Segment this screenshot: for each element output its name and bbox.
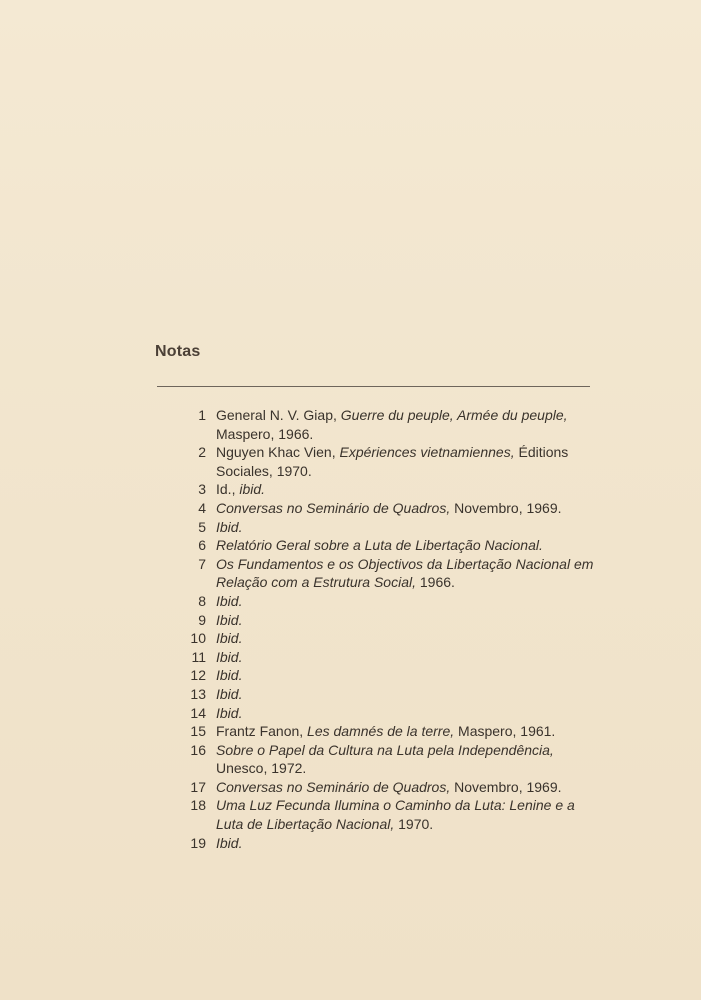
note-title-part: Ibid. xyxy=(216,592,243,609)
note-number: 18 xyxy=(190,797,206,814)
note-plain-part: 1966. xyxy=(415,574,455,591)
note-title-part: ibid. xyxy=(239,481,266,498)
note-text xyxy=(216,722,596,741)
note-text xyxy=(216,666,596,685)
note-item xyxy=(168,499,608,518)
note-text xyxy=(216,480,596,499)
note-item xyxy=(168,704,608,723)
note-title-part: Ibid. xyxy=(216,518,243,535)
note-title-part: Ibid. xyxy=(216,648,243,665)
note-title-part: Ibid. xyxy=(216,834,243,851)
note-plain-part: Éditions Sociales, 1970. xyxy=(216,444,569,479)
note-number: 14 xyxy=(190,704,206,721)
note-item xyxy=(168,555,608,592)
note-item xyxy=(168,406,608,443)
note-text xyxy=(216,704,596,723)
note-text xyxy=(216,611,596,630)
note-item xyxy=(168,592,608,611)
note-item xyxy=(168,741,608,778)
note-title-part: Expériences vietnamiennes, xyxy=(339,444,515,461)
note-item xyxy=(168,778,608,797)
note-number: 7 xyxy=(198,555,206,572)
note-text xyxy=(216,648,596,667)
note-text xyxy=(216,741,596,778)
note-text xyxy=(216,555,596,592)
note-title-part: Les damnés de la terre, xyxy=(307,723,455,740)
note-plain-part: Maspero, 1961. xyxy=(454,723,556,740)
note-item xyxy=(168,666,608,685)
note-number: 9 xyxy=(198,611,206,628)
note-item xyxy=(168,685,608,704)
note-title-part: Ibid. xyxy=(216,630,243,647)
note-plain-part: General N. V. Giap, xyxy=(216,407,341,423)
note-item xyxy=(168,518,608,537)
notes-heading: Notas xyxy=(155,343,201,360)
note-title-part: Relatório Geral sobre a Luta de Libertação Nacional. xyxy=(216,537,543,554)
note-item xyxy=(168,443,608,480)
note-number: 10 xyxy=(190,630,206,647)
note-title-part: Uma Luz Fecunda Ilumina o Caminho da Luta: Lenine e a Luta de Libertação Nacional, xyxy=(216,797,575,833)
note-title-part: Conversas no Seminário de Quadros, xyxy=(216,499,451,516)
note-text xyxy=(216,778,596,797)
note-plain-part: Id., xyxy=(216,481,240,498)
note-number: 2 xyxy=(198,444,206,461)
note-number: 3 xyxy=(198,481,206,498)
heading-rule xyxy=(157,386,590,387)
note-number: 15 xyxy=(190,723,206,740)
note-text xyxy=(216,796,596,833)
note-title-part: Sobre o Papel da Cultura na Luta pela Independência, xyxy=(216,741,554,758)
note-item xyxy=(168,629,608,648)
note-number: 8 xyxy=(198,592,206,609)
note-title-part: Os Fundamentos e os Objectivos da Libertação Nacional em Relação com a Estrutura Social, xyxy=(216,555,594,591)
note-number: 11 xyxy=(191,648,206,665)
note-title-part: Conversas no Seminário de Quadros, xyxy=(216,778,451,795)
note-text xyxy=(216,518,596,537)
note-title-part: Ibid. xyxy=(216,611,243,628)
note-item xyxy=(168,834,608,853)
note-number: 16 xyxy=(190,741,206,758)
note-text xyxy=(216,685,596,704)
note-title-part: Ibid. xyxy=(216,685,243,702)
note-item xyxy=(168,480,608,499)
note-number: 5 xyxy=(198,518,206,535)
note-text xyxy=(216,499,596,518)
note-text xyxy=(216,834,596,853)
note-text xyxy=(216,406,596,443)
note-item xyxy=(168,611,608,630)
note-plain-part: Novembro, 1969. xyxy=(450,499,562,516)
note-number: 1 xyxy=(198,407,206,423)
note-text xyxy=(216,629,596,648)
note-number: 13 xyxy=(190,685,206,702)
note-item xyxy=(168,536,608,555)
note-item xyxy=(168,648,608,667)
note-number: 6 xyxy=(198,537,206,554)
note-title-part: Ibid. xyxy=(216,667,243,684)
note-item xyxy=(168,796,608,833)
note-plain-part: Maspero, 1966. xyxy=(216,425,314,442)
note-plain-part: 1970. xyxy=(394,816,434,833)
note-plain-part: Unesco, 1972. xyxy=(216,760,307,777)
notes-list xyxy=(168,406,608,852)
note-number: 4 xyxy=(198,499,206,516)
note-plain-part: Nguyen Khac Vien, xyxy=(216,444,340,461)
note-text xyxy=(216,536,596,555)
note-plain-part: Frantz Fanon, xyxy=(216,723,308,740)
note-plain-part: Novembro, 1969. xyxy=(450,778,562,795)
note-text xyxy=(216,592,596,611)
note-number: 19 xyxy=(190,834,206,851)
note-item xyxy=(168,722,608,741)
note-number: 12 xyxy=(190,667,206,684)
note-text xyxy=(216,443,596,480)
note-title-part: Guerre du peuple, Armée du peuple, xyxy=(340,407,568,423)
note-title-part: Ibid. xyxy=(216,704,243,721)
note-number: 17 xyxy=(190,778,206,795)
